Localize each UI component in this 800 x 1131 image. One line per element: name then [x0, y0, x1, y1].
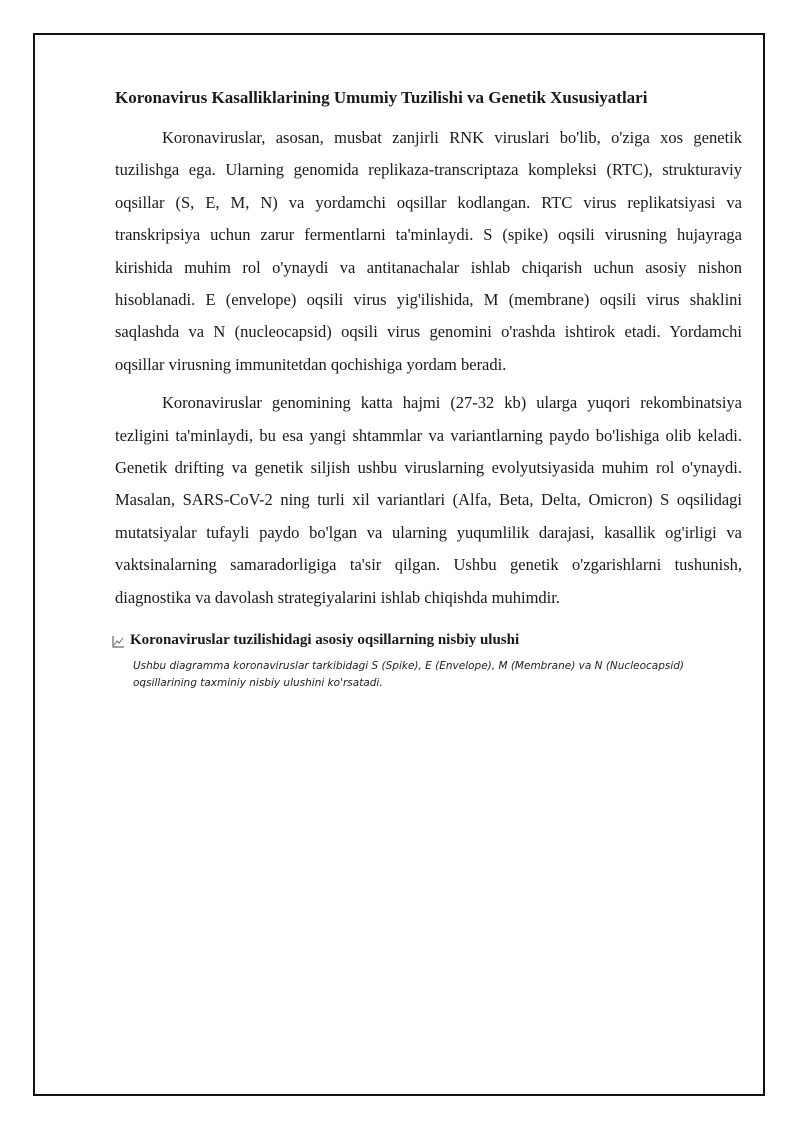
figure-caption: Ushbu diagramma koronaviruslar tarkibidagi S (Spike), E (Envelope), M (Membrane) va N (Nucleocapsid) oqsillarining taxminiy nisbiy ulushini ko'rsatadi. — [133, 660, 685, 690]
paragraph-structure: Koronaviruslar, asosan, musbat zanjirli RNK viruslari bo'lib, o'ziga xos genetik tuzilishga ega. Ularning genomida replikaza-transcriptaza kompleksi (RTC), strukturaviy oqsillar (S, E, M, N) va yordamchi oqsillar kodlangan. RTC virus replikatsiyasi va transkripsiya uchun zarur fermentlarni ta'minlaydi. S (spike) oqsili virusning hujayraga kirishida muhim rol o'ynaydi va antitanachalar ishlab chiqarish uchun asosiy nishon hisoblanadi. E (envelope) oqsili virus yig'ilishida, M (membrane) oqsili virus shaklini saqlashda va N (nucleocapsid) oqsili virus genomini o'rashda ishtirok etadi. Yordamchi oqsillar virusning immunitetdan qochishiga yordam beradi. — [115, 128, 742, 374]
chart-line-icon — [112, 634, 125, 647]
paragraph-genetics: Koronaviruslar genomining katta hajmi (27-32 kb) ularga yuqori rekombinatsiya tezligini ta'minlaydi, bu esa yangi shtammlar va variantlarning paydo bo'lishiga olib keladi. Genetik drifting va genetik siljish ushbu viruslarning evolyutsiyasida muhim rol o'ynaydi. Masalan, SARS-CoV-2 ning turli xil variantlari (Alfa, Beta, Delta, Omicron) S oqsilidagi mutatsiyalar tufayli paydo bo'lgan va ularning yuqumlilik darajasi, kasallik og'irligi va vaktsinalarning samaradorligiga ta'sir qilgan. Ushbu genetik o'zgarishlarni tushunish, diagnostika va davolash strategiyalarini ishlab chiqishda muhimdir. — [115, 393, 742, 607]
figure-block — [115, 630, 742, 692]
figure-heading — [112, 630, 739, 650]
document-title: Koronavirus Kasalliklarining Umumiy Tuzilishi va Genetik Xususiyatlari — [115, 88, 648, 107]
figure-heading-text: Koronaviruslar tuzilishidagi asosiy oqsillarning nisbiy ulushi — [130, 632, 520, 649]
document-body — [115, 86, 742, 692]
